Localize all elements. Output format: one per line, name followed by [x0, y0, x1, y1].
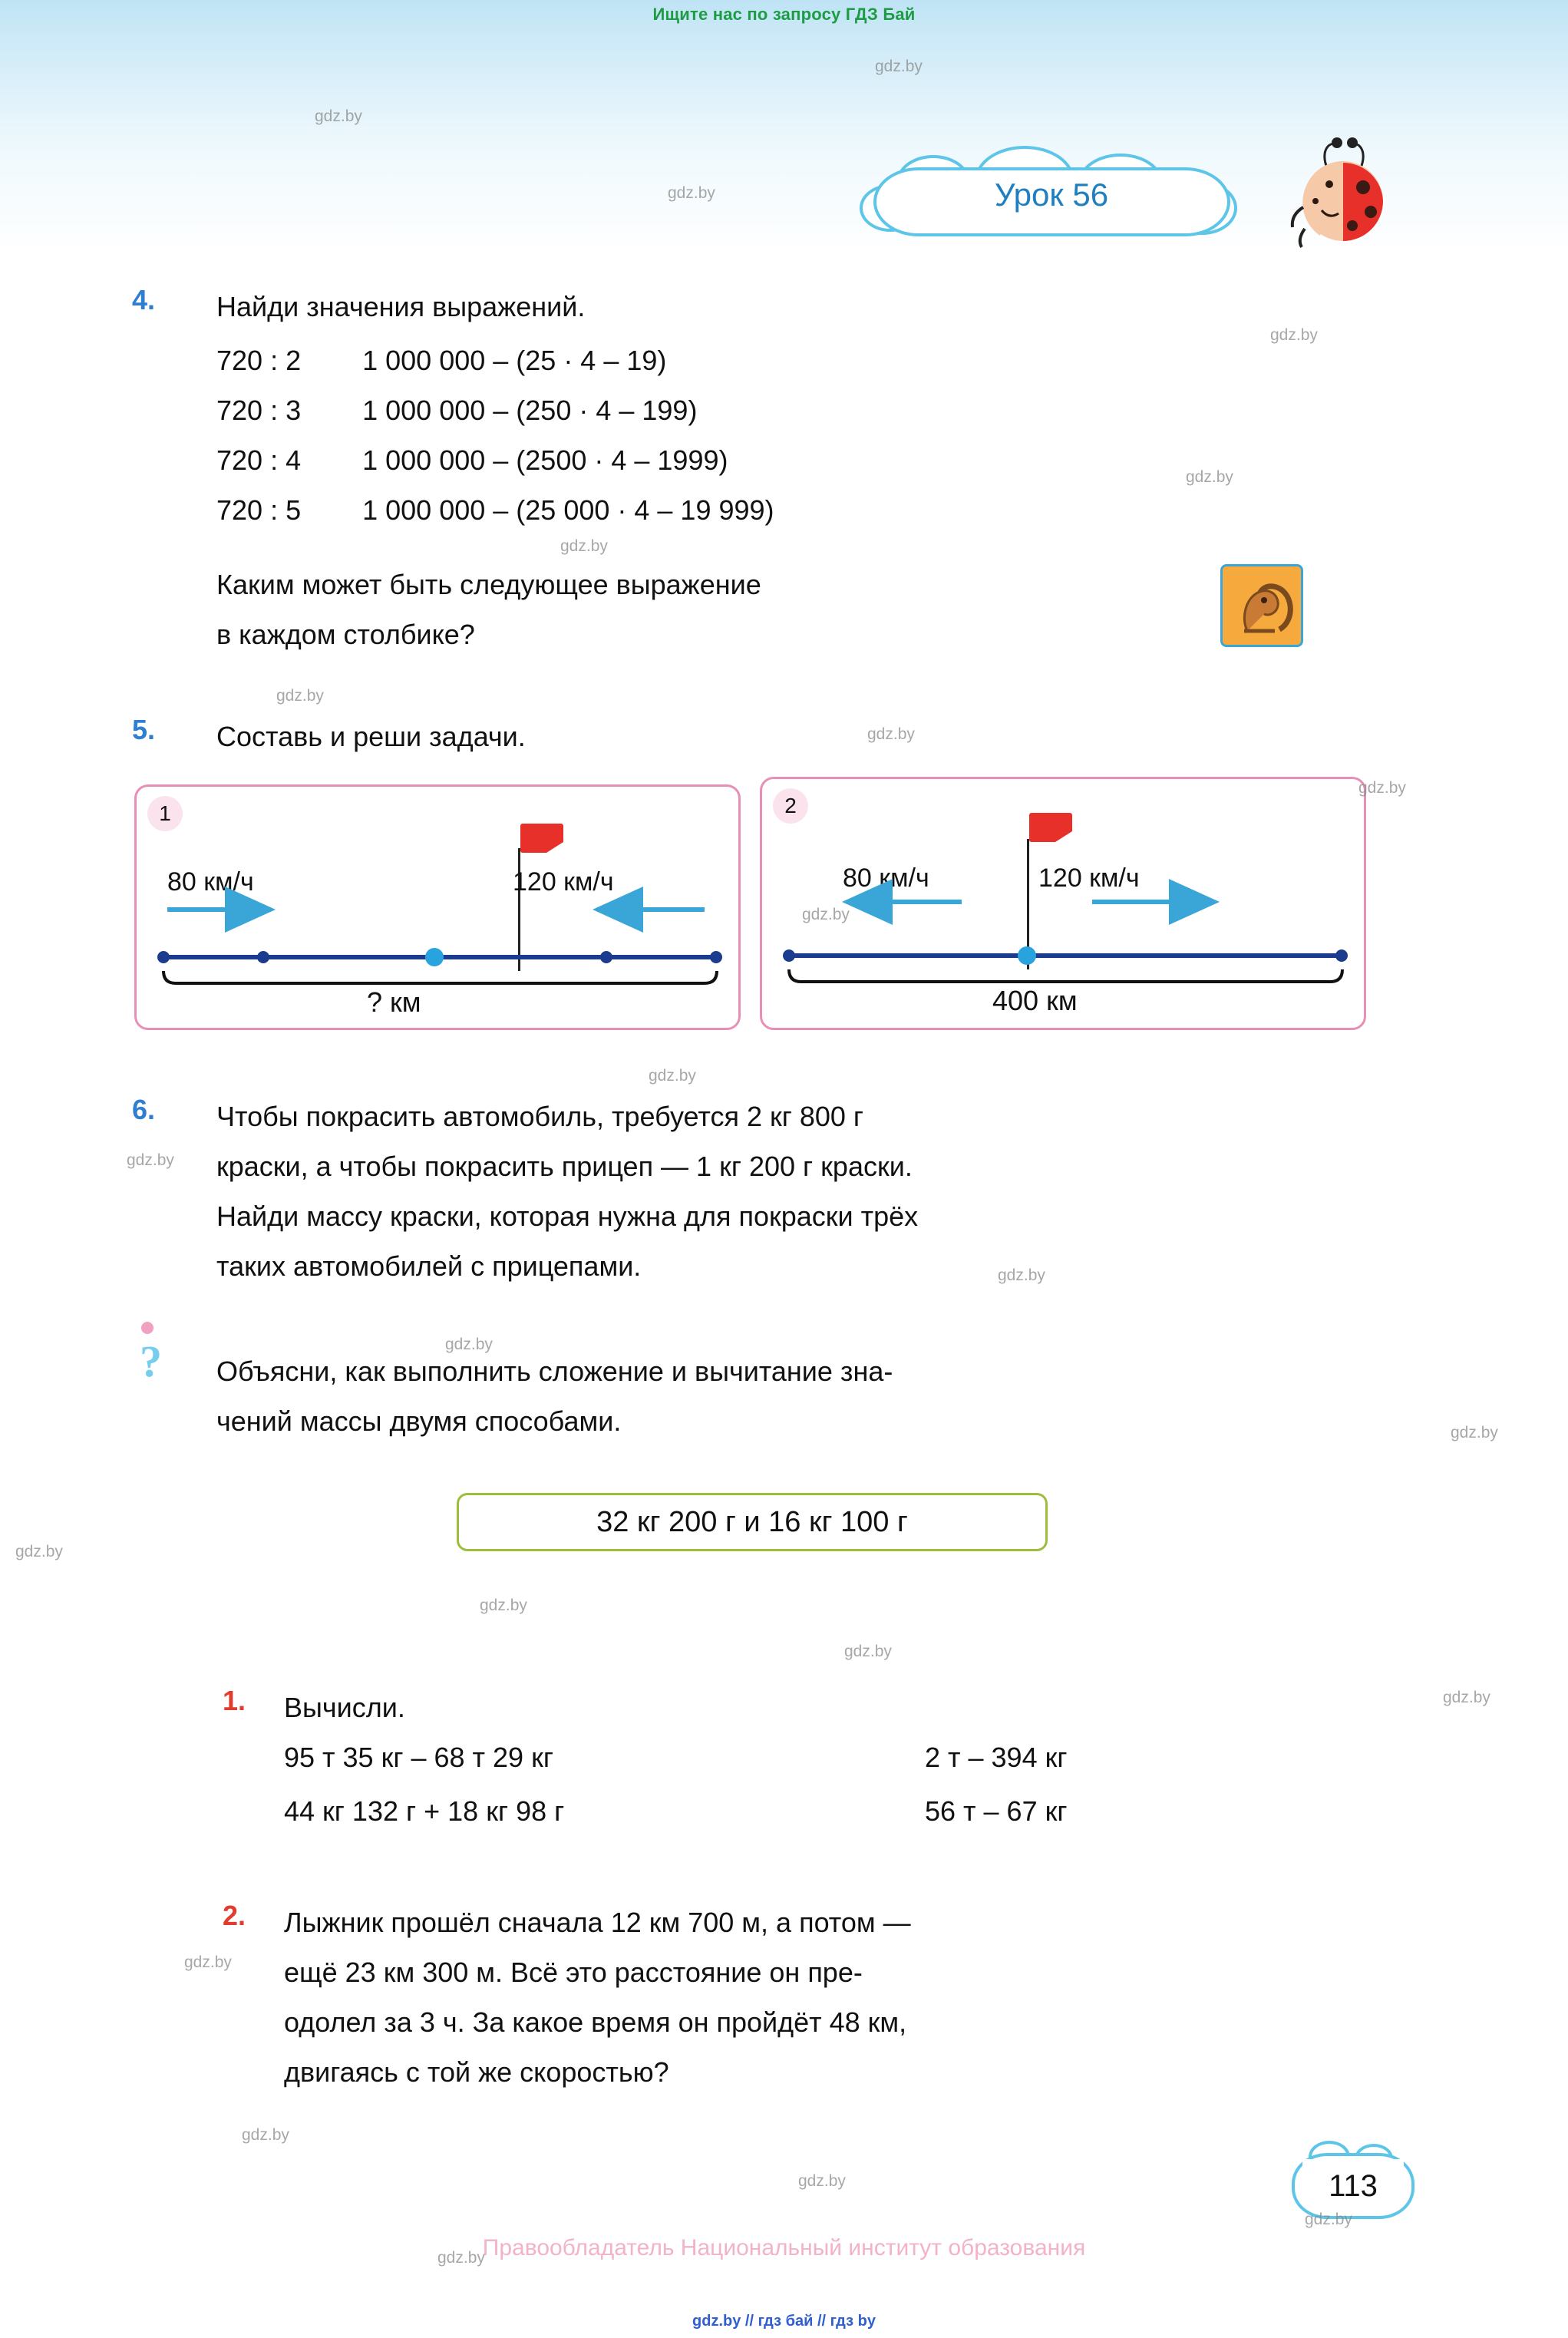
home-1-row-1-right: 2 т – 394 кг — [925, 1742, 1068, 1773]
watermark: gdz.by — [560, 537, 608, 555]
watermark: gdz.by — [844, 1643, 892, 1660]
squirrel-icon — [1220, 564, 1303, 647]
question-mark-icon: ? — [140, 1336, 162, 1387]
scheme-2 — [760, 777, 1366, 1030]
watermark: gdz.by — [1443, 1689, 1490, 1706]
watermark: gdz.by — [315, 107, 362, 125]
mass-values-text: 32 кг 200 г и 16 кг 100 г — [596, 1505, 908, 1538]
task-4-line-2: 720 : 3 1 000 000 – (250 · 4 – 199) — [216, 395, 698, 426]
home-1-row-1-left: 95 т 35 кг – 68 т 29 кг — [284, 1742, 553, 1773]
watermark: gdz.by — [998, 1266, 1045, 1284]
scheme-1-bottom-label: ? км — [367, 986, 421, 1018]
watermark: gdz.by — [1451, 1424, 1498, 1441]
scheme-2-index: 2 — [773, 788, 808, 824]
home-1-number: 1. — [223, 1685, 246, 1716]
task-4-line-1: 720 : 2 1 000 000 – (25 · 4 – 19) — [216, 345, 667, 376]
scheme-2-right-speed: 120 км/ч — [1038, 864, 1140, 893]
scheme-2-left-speed: 80 км/ч — [843, 864, 929, 893]
page-number: 113 — [1329, 2169, 1378, 2203]
home-2-line-1: Лыжник прошёл сначала 12 км 700 м, а потом — — [284, 1907, 911, 1938]
top-banner: Ищите нас по запросу ГДЗ Бай — [652, 5, 916, 24]
watermark: gdz.by — [15, 1543, 63, 1560]
scheme-1-left-speed: 80 км/ч — [167, 867, 254, 897]
home-2-line-2: ещё 23 км 300 м. Всё это расстояние он пре- — [284, 1957, 863, 1988]
watermark: gdz.by — [1358, 779, 1406, 797]
bottom-banner: gdz.by // гдз бай // гдз by — [692, 2313, 876, 2330]
task-6-line-1: Чтобы покрасить автомобиль, требуется 2 кг 800 г — [216, 1101, 864, 1132]
scheme-1-graphic — [137, 787, 743, 1032]
scheme-1-right-speed: 120 км/ч — [513, 867, 614, 897]
watermark: gdz.by — [445, 1336, 493, 1353]
task-4-question-line-2: в каждом столбике? — [216, 619, 475, 650]
home-1-title: Вычисли. — [284, 1692, 405, 1723]
watermark: gdz.by — [875, 58, 923, 75]
watermark: gdz.by — [798, 2172, 846, 2190]
watermark: gdz.by — [1186, 468, 1233, 486]
page-number-badge — [1292, 2153, 1415, 2219]
watermark: gdz.by — [127, 1151, 174, 1169]
watermark: gdz.by — [242, 2126, 289, 2144]
watermark: gdz.by — [480, 1597, 527, 1614]
scheme-1-index: 1 — [147, 796, 183, 831]
copyright-notice: Правообладатель Национальный институт образования — [482, 2235, 1086, 2260]
scheme-1 — [134, 784, 741, 1030]
task-5-number: 5. — [132, 714, 156, 745]
task-6-number: 6. — [132, 1094, 156, 1125]
ladybug-icon — [1282, 130, 1405, 253]
watermark: gdz.by — [1305, 2211, 1352, 2228]
home-1-row-2-right: 56 т – 67 кг — [925, 1795, 1068, 1827]
watermark: gdz.by — [276, 687, 324, 705]
home-2-line-4: двигаясь с той же скоростью? — [284, 2056, 669, 2088]
watermark: gdz.by — [1270, 326, 1318, 344]
task-4-line-4: 720 : 5 1 000 000 – (25 000 · 4 – 19 999) — [216, 494, 774, 526]
home-2-line-3: одолел за 3 ч. За какое время он пройдёт 48 км, — [284, 2006, 907, 2038]
home-2-number: 2. — [223, 1900, 246, 1931]
watermark: gdz.by — [668, 184, 715, 202]
question-mark-dot — [141, 1322, 153, 1334]
watermark: gdz.by — [184, 1953, 232, 1971]
lesson-label: Урок 56 — [994, 177, 1109, 213]
task-6-line-3: Найди массу краски, которая нужна для покраски трёх — [216, 1200, 919, 1232]
scheme-2-bottom-label: 400 км — [992, 985, 1078, 1016]
watermark: gdz.by — [437, 2249, 485, 2267]
mass-values-box — [457, 1493, 1048, 1551]
task-4-question-line-1: Каким может быть следующее выражение — [216, 569, 761, 600]
explain-line-2: чений массы двумя способами. — [216, 1405, 622, 1437]
lesson-title-cloud — [860, 154, 1243, 249]
task-6-line-2: краски, а чтобы покрасить прицеп — 1 кг 200 г краски. — [216, 1151, 913, 1182]
task-5-title: Составь и реши задачи. — [216, 721, 526, 752]
watermark: gdz.by — [802, 906, 850, 923]
task-4-number: 4. — [132, 284, 156, 315]
explain-line-1: Объясни, как выполнить сложение и вычитание зна- — [216, 1356, 893, 1387]
task-6-line-4: таких автомобилей с прицепами. — [216, 1250, 642, 1282]
home-1-row-2-left: 44 кг 132 г + 18 кг 98 г — [284, 1795, 565, 1827]
task-4-line-3: 720 : 4 1 000 000 – (2500 · 4 – 1999) — [216, 444, 728, 476]
watermark: gdz.by — [867, 725, 915, 743]
task-4-title: Найди значения выражений. — [216, 291, 586, 322]
watermark: gdz.by — [649, 1067, 696, 1085]
